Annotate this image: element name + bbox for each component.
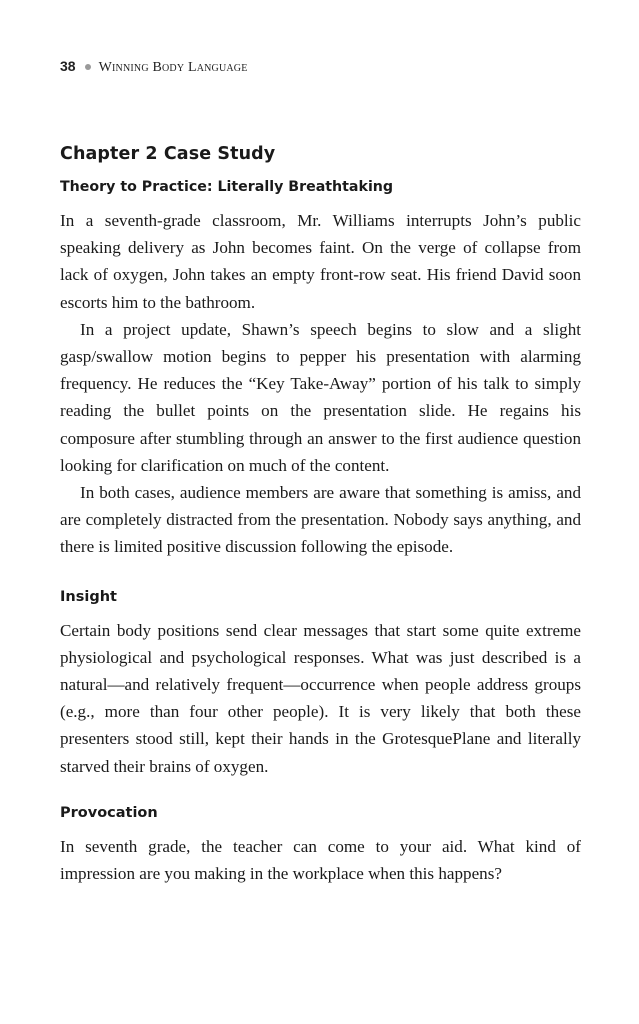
running-head xyxy=(60,57,248,77)
body-paragraph-3: In both cases, audience members are aware that something is amiss, and are completely distracted from the presentation. Nobody says anything, and there is limited positive discussion following the episode. xyxy=(60,483,581,557)
case-study-subheading: Theory to Practice: Literally Breathtaking xyxy=(60,179,394,195)
page-content xyxy=(60,143,581,887)
provocation-heading: Provocation xyxy=(60,804,158,821)
provocation-paragraph: In seventh grade, the teacher can come to your aid. What kind of impression are you making in the workplace when this happens? xyxy=(60,836,581,884)
bullet-separator-icon xyxy=(85,64,91,70)
chapter-title: Chapter 2 Case Study xyxy=(60,144,276,164)
insight-paragraph: Certain body positions send clear messages that start some quite extreme physiological and psychological responses. What was just described is a natural—and relatively frequent—occurrence when people address groups (e.g., more than four other people). It is very likely that both these presenters stood still, kept their hands in the GrotesquePlane and literally starved their brains of oxygen. xyxy=(60,620,581,776)
body-paragraph-2: In a project update, Shawn’s speech begins to slow and a slight gasp/swallow motion begins to pepper his presentation with alarming frequency. He reduces the “Key Take-Away” portion of his talk to simply reading the bullet points on the presentation slide. He regains his composure after stumbling through an answer to the first audience question looking for clarification on much of the content. xyxy=(60,319,581,475)
page-number: 38 xyxy=(60,58,76,74)
insight-heading: Insight xyxy=(60,588,117,605)
body-paragraph-1: In a seventh-grade classroom, Mr. Williams interrupts John’s public speaking delivery as John becomes faint. On the verge of collapse from lack of oxygen, John takes an empty front-row seat. His friend David soon escorts him to the bathroom. xyxy=(60,211,581,312)
book-title: Winning Body Language xyxy=(98,60,248,75)
